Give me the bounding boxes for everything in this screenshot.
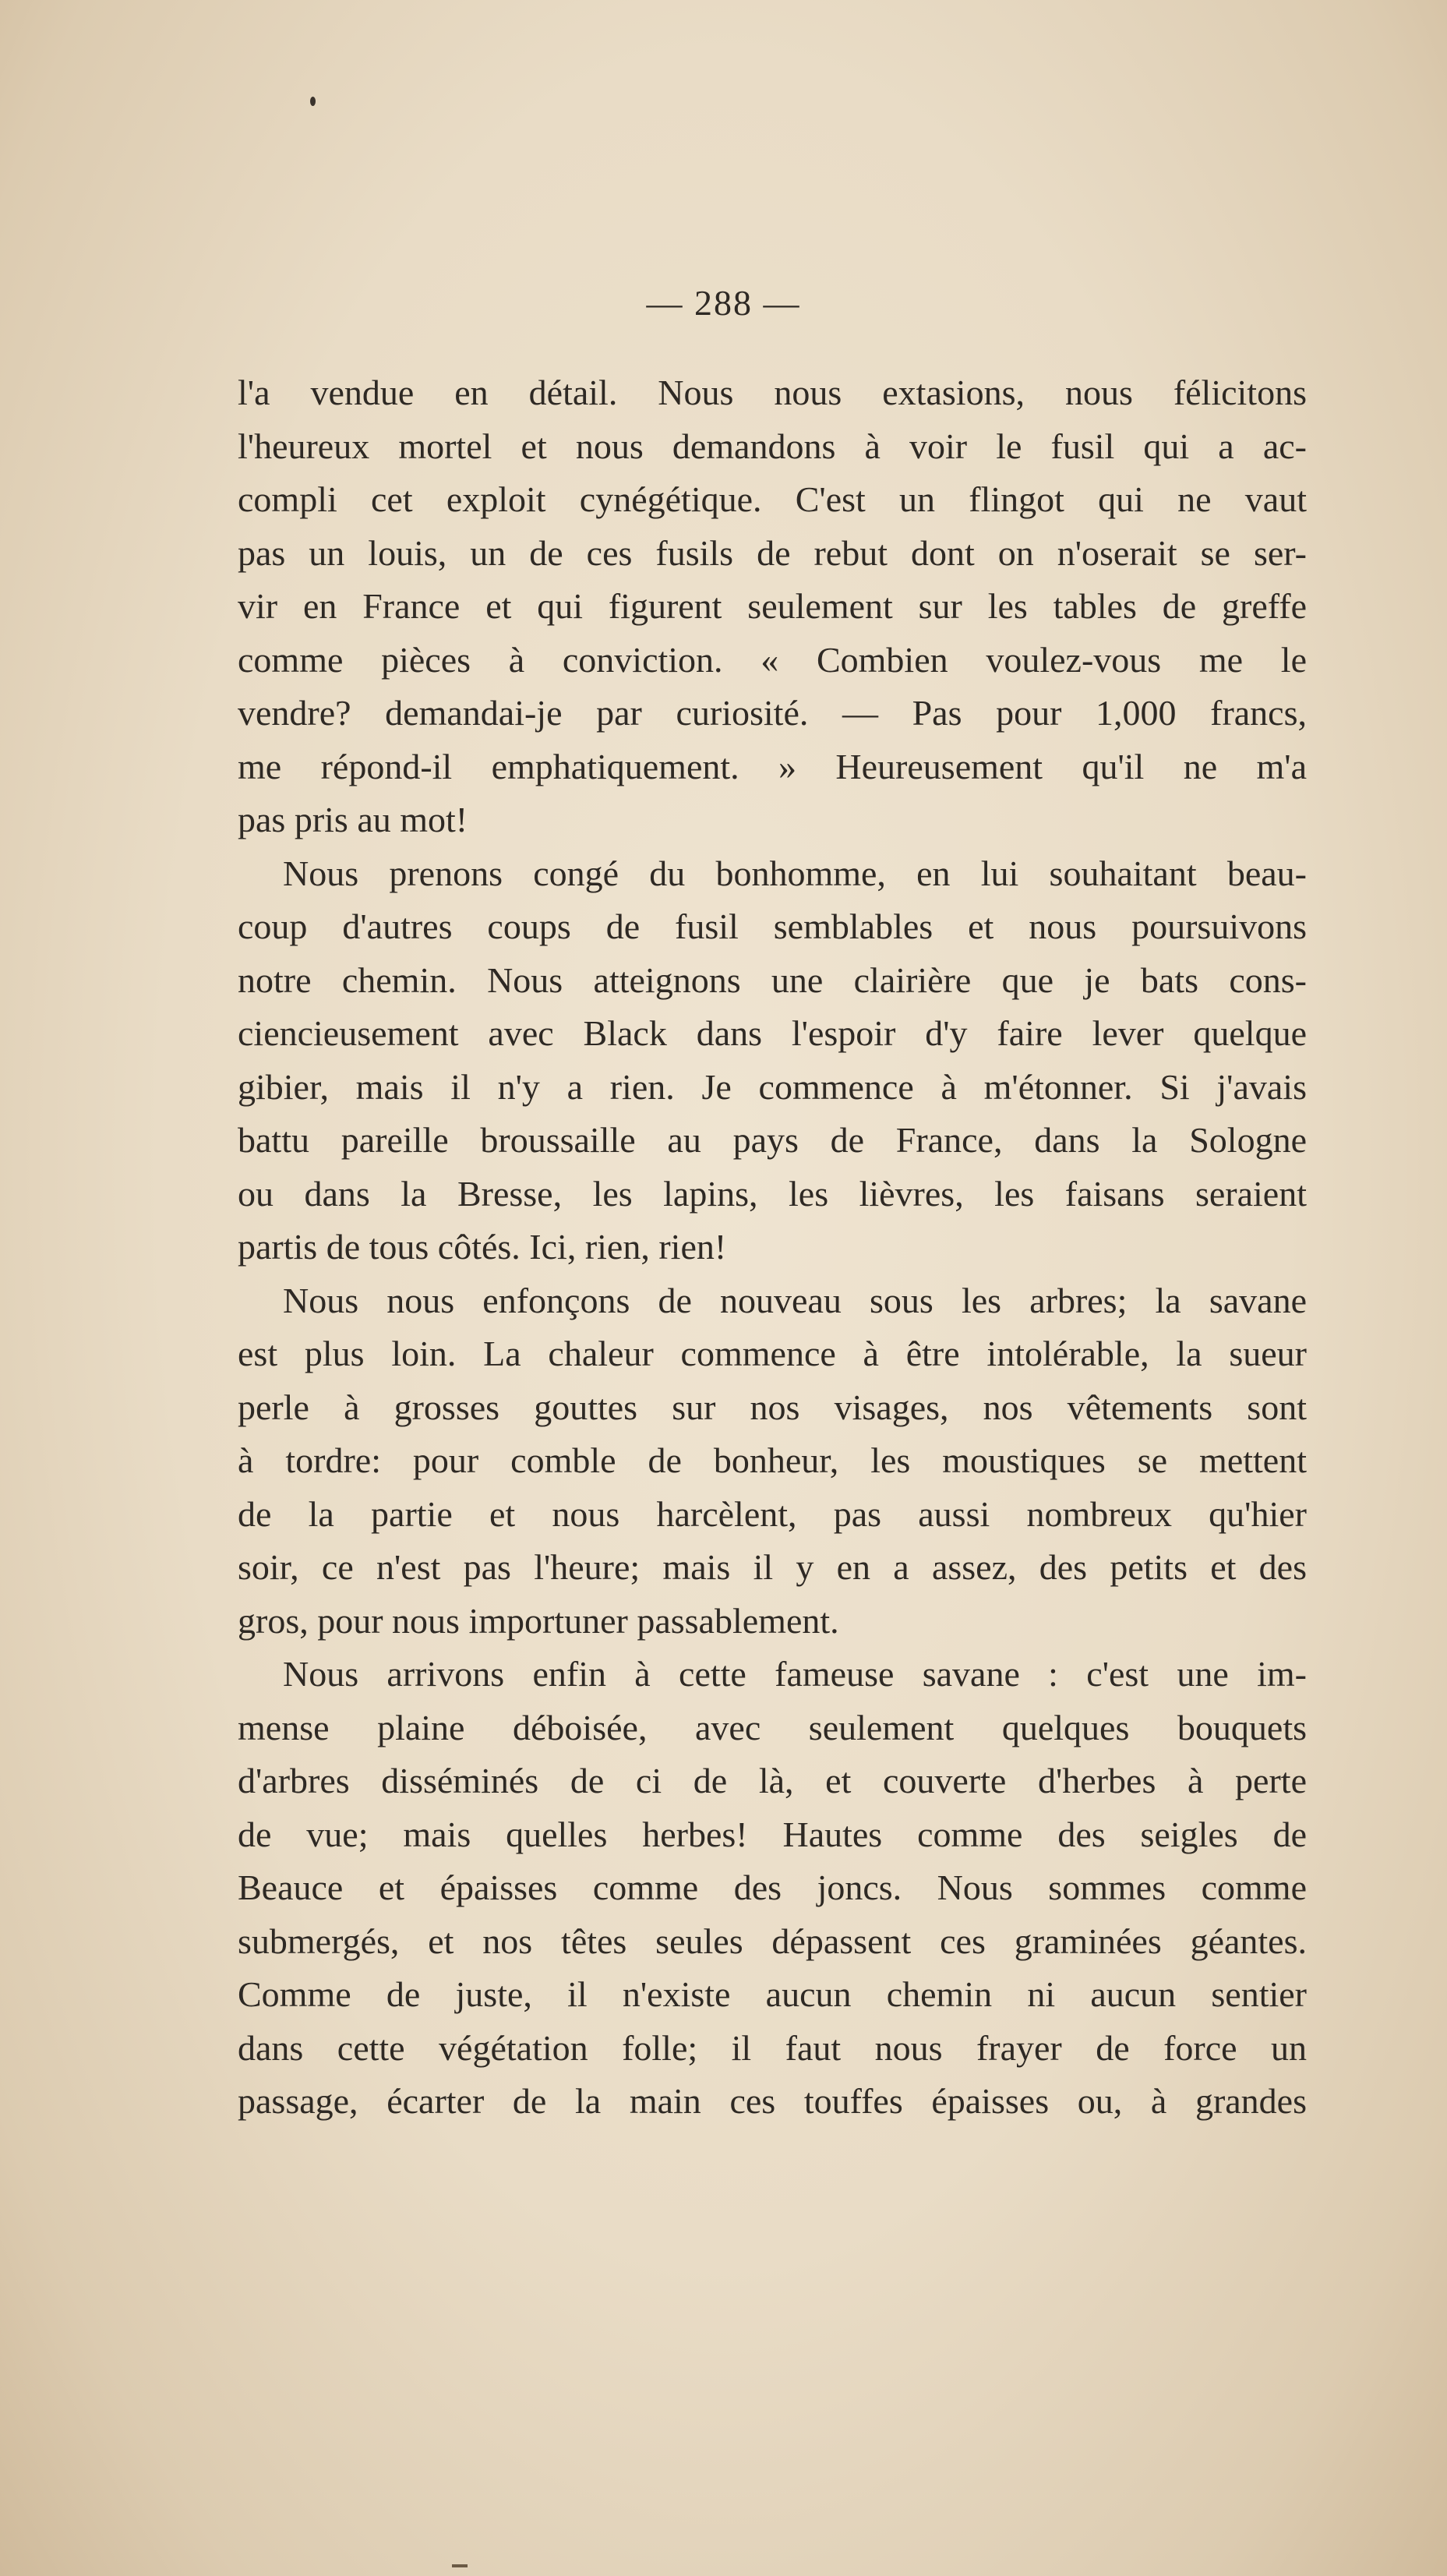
text-line: de la partie et nous harcèlent, pas aussi nombreux qu'hier (238, 1493, 1307, 1534)
text-line: vir en France et qui figurent seulement sur les tables de greffe (238, 586, 1307, 626)
paragraph (238, 1274, 1307, 1648)
text-line: mense plaine déboisée, avec seulement quelques bouquets (238, 1707, 1307, 1747)
text-line: à tordre: pour comble de bonheur, les moustiques se mettent (238, 1440, 1307, 1480)
text-line: me répond-il emphatiquement. » Heureusement qu'il ne m'a (238, 746, 1307, 786)
text-line: ou dans la Bresse, les lapins, les lièvres, les faisans seraient (238, 1173, 1307, 1214)
text-line: Beauce et épaisses comme des joncs. Nous sommes comme (238, 1868, 1307, 1907)
text-line: passage, écarter de la main ces touffes épaisses ou, à grandes (238, 2081, 1307, 2121)
text-line: notre chemin. Nous atteignons une clairière que je bats cons- (238, 959, 1307, 1000)
text-line: comme pièces à conviction. « Combien voulez-vous me le (238, 639, 1307, 680)
text-line: Nous prenons congé du bonhomme, en lui souhaitant beau- (283, 853, 1307, 893)
text-line: gibier, mais il n'y a rien. Je commence à m'étonner. Si j'avais (238, 1066, 1307, 1107)
text-line: Comme de juste, il n'existe aucun chemin ni aucun sentier (238, 1974, 1307, 2014)
text-line: vendre? demandai-je par curiosité. — Pas pour 1,000 francs, (238, 693, 1307, 733)
text-line: submergés, et nos têtes seules dépassent ces graminées géantes. (238, 1921, 1307, 1961)
text-line: ciencieusement avec Black dans l'espoir d'y faire lever quelque (238, 1013, 1307, 1053)
text-line: perle à grosses gouttes sur nos visages, nos vêtements sont (238, 1387, 1307, 1427)
text-line: dans cette végétation folle; il faut nous frayer de force un (238, 2027, 1307, 2068)
body-text (238, 366, 1307, 2129)
text-line: Nous nous enfonçons de nouveau sous les arbres; la savane (283, 1280, 1307, 1320)
ink-speck (310, 97, 316, 106)
page-number: — 288 — (646, 283, 801, 323)
text-line: battu pareille broussaille au pays de France, dans la Sologne (238, 1120, 1307, 1160)
text-line: coup d'autres coups de fusil semblables et nous poursuivons (238, 906, 1307, 946)
text-line: compli cet exploit cynégétique. C'est un flingot qui ne vaut (238, 479, 1307, 519)
text-line: pas pris au mot! (238, 800, 468, 839)
text-line: Nous arrivons enfin à cette fameuse savane : c'est une im- (283, 1654, 1307, 1694)
paragraph (238, 847, 1307, 1274)
text-line: partis de tous côtés. Ici, rien, rien! (238, 1227, 727, 1267)
text-line: gros, pour nous importuner passablement. (238, 1600, 839, 1641)
text-line: pas un louis, un de ces fusils de rebut dont on n'oserait se ser- (238, 532, 1307, 573)
text-line: l'a vendue en détail. Nous nous extasions, nous félicitons (238, 373, 1307, 412)
paragraph (238, 1648, 1307, 2129)
text-line: de vue; mais quelles herbes! Hautes comme des seigles de (238, 1814, 1307, 1854)
ink-mark (452, 2564, 468, 2567)
text-line: l'heureux mortel et nous demandons à voir le fusil qui a ac- (238, 426, 1307, 466)
paragraph (238, 366, 1307, 847)
text-line: est plus loin. La chaleur commence à être intolérable, la sueur (238, 1334, 1307, 1373)
text-line: d'arbres disséminés de ci de là, et couverte d'herbes à perte (238, 1761, 1307, 1800)
text-line: soir, ce n'est pas l'heure; mais il y en a assez, des petits et des (238, 1547, 1307, 1587)
